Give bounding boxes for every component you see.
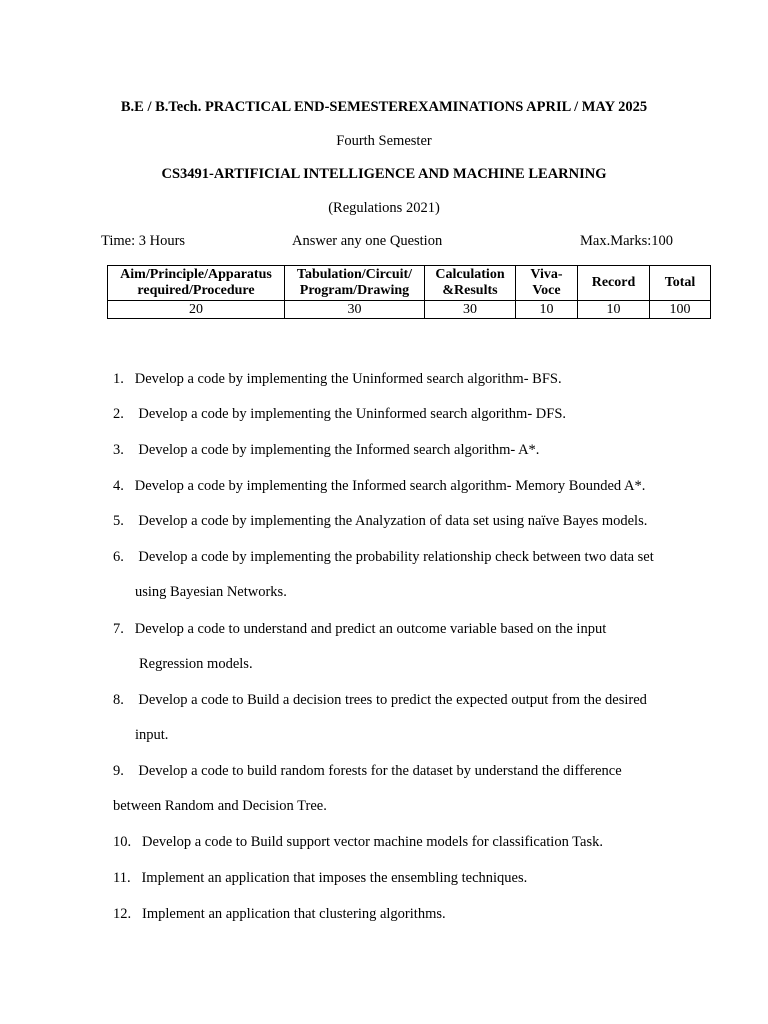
- header-aim: [108, 266, 285, 301]
- question-6-continuation: using Bayesian Networks.: [135, 584, 287, 600]
- header-aim-line2: required/Procedure: [137, 283, 255, 298]
- question-number: 12.: [113, 906, 132, 922]
- marks-value-row: [108, 301, 711, 319]
- header-tabulation-line2: Program/Drawing: [299, 283, 410, 298]
- question-11: [113, 869, 527, 887]
- marks-table: [107, 265, 711, 319]
- question-6: [113, 548, 654, 566]
- question-10: [113, 833, 603, 851]
- question-text: Develop a code by implementing the probability relationship check between two data set: [138, 549, 654, 565]
- question-2: [113, 405, 566, 423]
- question-number: 5.: [113, 513, 124, 529]
- question-3: [113, 441, 539, 459]
- instruction-label: Answer any one Question: [292, 233, 443, 249]
- question-7: [113, 620, 606, 638]
- exam-title: B.E / B.Tech. PRACTICAL END-SEMESTEREXAMINATIONS APRIL / MAY 2025: [120, 99, 648, 115]
- value-calculation: 30: [425, 301, 516, 319]
- question-8-continuation: input.: [135, 727, 169, 743]
- question-text: Develop a code by implementing the Uninformed search algorithm- DFS.: [138, 406, 567, 422]
- question-text: Develop a code by implementing the Informed search algorithm- Memory Bounded A*.: [134, 478, 646, 494]
- header-viva-line1: Viva-: [530, 267, 563, 282]
- question-number: 8.: [113, 692, 124, 708]
- question-number: 4.: [113, 478, 124, 494]
- question-number: 7.: [113, 621, 124, 637]
- question-8: [113, 691, 647, 709]
- question-text: Develop a code by implementing the Analyzation of data set using naïve Bayes models.: [138, 513, 648, 529]
- value-viva: 10: [516, 301, 578, 319]
- question-text: Develop a code to build random forests for the dataset by understand the difference: [138, 763, 622, 779]
- question-number: 9.: [113, 763, 124, 779]
- header-record: Record: [578, 266, 650, 301]
- header-total: Total: [650, 266, 711, 301]
- header-tabulation-line1: Tabulation/Circuit/: [296, 267, 413, 282]
- question-5: [113, 512, 647, 530]
- time-label: Time: 3 Hours: [101, 233, 186, 249]
- question-text: Implement an application that imposes the ensembling techniques.: [141, 870, 528, 886]
- value-record: 10: [578, 301, 650, 319]
- header-viva: [516, 266, 578, 301]
- value-aim: 20: [108, 301, 285, 319]
- header-tabulation: [285, 266, 425, 301]
- semester-label: Fourth Semester: [336, 133, 432, 149]
- max-marks-label: Max.Marks:100: [580, 233, 674, 249]
- question-4: [113, 477, 645, 495]
- regulations-label: (Regulations 2021): [328, 200, 440, 216]
- question-number: 6.: [113, 549, 124, 565]
- question-number: 11.: [113, 870, 131, 886]
- question-7-continuation: Regression models.: [139, 656, 253, 672]
- question-text: Develop a code to Build support vector machine models for classification Task.: [142, 834, 603, 850]
- question-9-continuation: between Random and Decision Tree.: [113, 798, 327, 814]
- marks-header-row: [108, 266, 711, 301]
- header-viva-line2: Voce: [532, 283, 561, 298]
- question-number: 1.: [113, 371, 124, 387]
- question-text: Develop a code to understand and predict an outcome variable based on the input: [134, 621, 607, 637]
- question-number: 10.: [113, 834, 132, 850]
- question-text: Implement an application that clustering algorithms.: [142, 906, 446, 922]
- question-text: Develop a code by implementing the Informed search algorithm- A*.: [138, 442, 540, 458]
- header-calculation-line1: Calculation: [435, 267, 505, 282]
- header-aim-line1: Aim/Principle/Apparatus: [120, 267, 272, 282]
- header-calculation: [425, 266, 516, 301]
- question-1: [113, 370, 562, 388]
- question-text: Develop a code by implementing the Uninformed search algorithm- BFS.: [134, 371, 562, 387]
- course-title: CS3491-ARTIFICIAL INTELLIGENCE AND MACHINE LEARNING: [161, 166, 607, 182]
- question-number: 3.: [113, 442, 124, 458]
- question-12: [113, 905, 446, 923]
- value-tabulation: 30: [285, 301, 425, 319]
- header-calculation-line2: &Results: [442, 283, 498, 298]
- value-total: 100: [650, 301, 711, 319]
- question-number: 2.: [113, 406, 124, 422]
- question-text: Develop a code to Build a decision trees to predict the expected output from the desired: [138, 692, 647, 708]
- question-9: [113, 762, 622, 780]
